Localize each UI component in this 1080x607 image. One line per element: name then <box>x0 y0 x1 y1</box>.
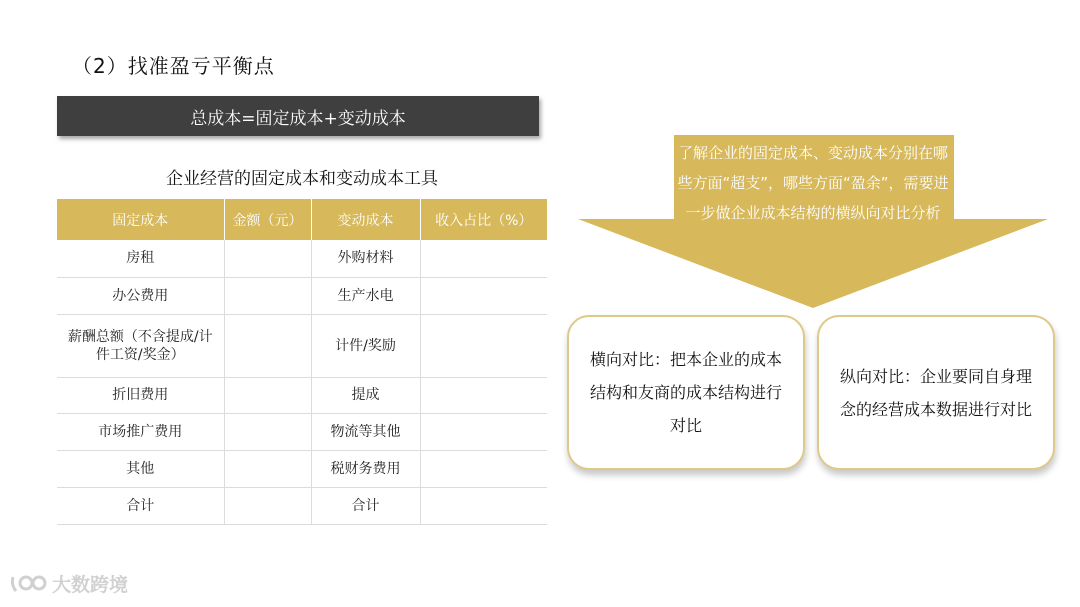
cell-variable-cost: 合计 <box>311 487 420 524</box>
cost-table <box>57 199 547 525</box>
cell-variable-cost: 生产水电 <box>311 277 420 314</box>
col-header-revenue-ratio: 收入占比（%） <box>420 199 547 240</box>
cell-amount <box>224 450 311 487</box>
table-header-row <box>57 199 547 240</box>
cell-revenue-ratio <box>420 314 547 377</box>
table-row <box>57 487 547 524</box>
cell-revenue-ratio <box>420 450 547 487</box>
cell-variable-cost: 外购材料 <box>311 240 420 277</box>
cell-amount <box>224 240 311 277</box>
cell-revenue-ratio <box>420 487 547 524</box>
col-header-variable-cost: 变动成本 <box>311 199 420 240</box>
cell-amount <box>224 314 311 377</box>
table-row <box>57 277 547 314</box>
table-row <box>57 314 547 377</box>
vertical-comparison-card <box>817 315 1055 470</box>
cell-revenue-ratio <box>420 277 547 314</box>
cell-variable-cost: 税财务费用 <box>311 450 420 487</box>
cell-revenue-ratio <box>420 377 547 413</box>
horizontal-comparison-card <box>567 315 805 470</box>
table-row <box>57 450 547 487</box>
cell-variable-cost: 提成 <box>311 377 420 413</box>
watermark-text: 大数跨境 <box>52 574 129 596</box>
watermark-logo <box>10 570 128 597</box>
cell-fixed-cost: 其他 <box>57 450 224 487</box>
table-row <box>57 240 547 277</box>
vertical-comparison-text: 纵向对比：企业要同自身理念的经营成本数据进行对比 <box>839 366 1032 419</box>
section-heading: （2）找准盈亏平衡点 <box>72 54 275 78</box>
horizontal-comparison-text: 横向对比：把本企业的成本结构和友商的成本结构进行对比 <box>589 350 782 435</box>
col-header-fixed-cost: 固定成本 <box>57 199 224 240</box>
cell-fixed-cost: 薪酬总额（不含提成/计件工资/奖金） <box>57 314 224 377</box>
cell-amount <box>224 377 311 413</box>
cell-fixed-cost: 折旧费用 <box>57 377 224 413</box>
formula-banner <box>57 96 539 136</box>
cell-revenue-ratio <box>420 413 547 450</box>
cell-fixed-cost: 房租 <box>57 240 224 277</box>
table-row <box>57 377 547 413</box>
table-row <box>57 413 547 450</box>
cell-fixed-cost: 合计 <box>57 487 224 524</box>
cell-variable-cost: 物流等其他 <box>311 413 420 450</box>
formula-text: 总成本=固定成本+变动成本 <box>190 108 406 129</box>
cell-fixed-cost: 办公费用 <box>57 277 224 314</box>
cell-variable-cost: 计件/奖励 <box>311 314 420 377</box>
col-header-amount: 金额（元） <box>224 199 311 240</box>
arrow-callout-text: 了解企业的固定成本、变动成本分别在哪些方面“超支”，哪些方面“盈余”，需要进一步做企业成本结构的横纵向对比分析 <box>677 144 949 222</box>
cell-revenue-ratio <box>420 240 547 277</box>
cell-amount <box>224 487 311 524</box>
cell-fixed-cost: 市场推广费用 <box>57 413 224 450</box>
cell-amount <box>224 277 311 314</box>
table-title: 企业经营的固定成本和变动成本工具 <box>166 169 438 189</box>
watermark-icon <box>10 573 48 595</box>
cell-amount <box>224 413 311 450</box>
